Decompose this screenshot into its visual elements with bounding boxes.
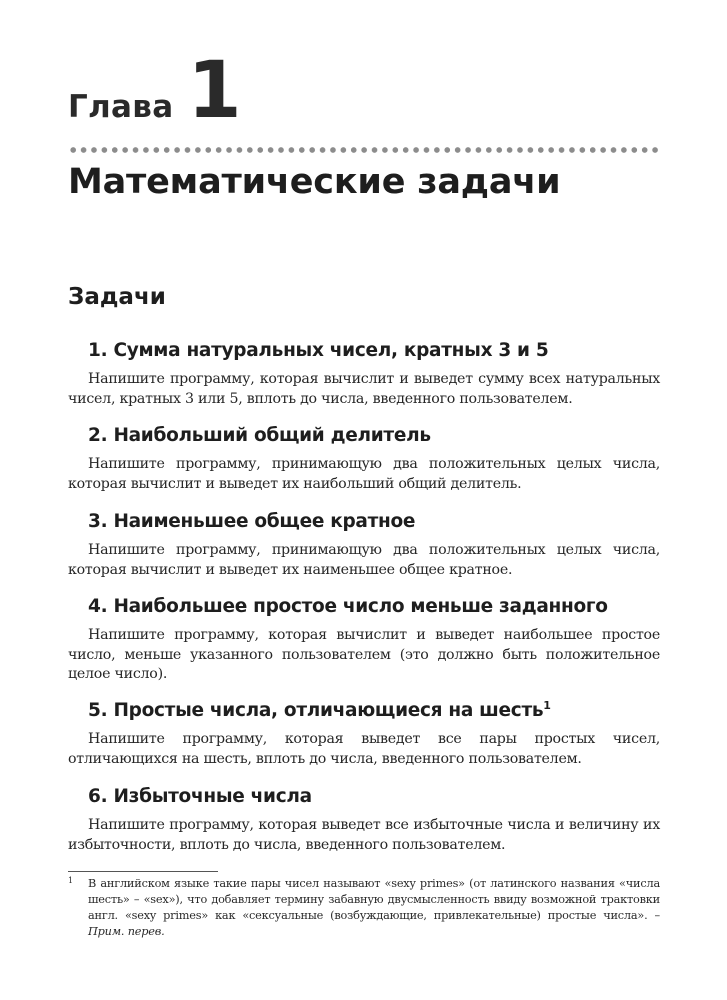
task-heading: 3. Наименьшее общее кратное [88, 511, 416, 532]
translator-note: Прим. перев. [88, 925, 165, 938]
task-4 [68, 596, 660, 685]
task-5 [68, 700, 660, 769]
section-title: Задачи [68, 284, 166, 310]
chapter-word: Глава [68, 89, 174, 125]
footnote [68, 876, 660, 940]
task-2 [68, 425, 660, 494]
task-1 [68, 340, 660, 409]
task-heading: 6. Избыточные числа [88, 786, 312, 807]
footnote-text-block [68, 876, 660, 940]
task-heading: 1. Сумма натуральных чисел, кратных 3 и 5 [88, 340, 549, 361]
task-text: Напишите программу, которая вычислит и выведет наибольшее простое число, меньше указанного пользователем (это должно быть положительное целое число). [68, 627, 660, 682]
task-6 [68, 786, 660, 855]
task-text: Напишите программу, принимающую два положительных целых числа, которая вычислит и выведет их наименьшее общее кратное. [68, 542, 660, 578]
task-text: Напишите программу, которая выведет все избыточные числа и величину их избыточности, вплоть до числа, введенного пользователем. [68, 817, 660, 853]
task-heading: 4. Наибольшее простое число меньше заданного [88, 596, 608, 617]
footnote-divider [68, 871, 218, 872]
footnote-text: В английском языке такие пары чисел называют «sexy primes» (от латинского названия «числа шесть» – «sex»), что добавляет термину забавную двусмысленность ввиду возможной трактовки англ. «sexy primes» как «сексуальные (возбуждающие, привлекательные) простые числа». – [88, 877, 660, 922]
chapter-label [68, 46, 242, 136]
chapter-number: 1 [187, 46, 242, 136]
task-heading-with-footnote [88, 700, 660, 721]
task-text: Напишите программу, которая вычислит и выведет сумму всех натуральных чисел, кратных 3 или 5, вплоть до числа, введенного пользователем. [68, 371, 660, 407]
chapter-title: Математические задачи [68, 162, 561, 202]
dotted-divider [68, 147, 660, 153]
task-text: Напишите программу, которая выведет все пары простых чисел, отличающихся на шесть, вплоть до числа, введенного пользователем. [68, 731, 660, 767]
task-3 [68, 511, 660, 580]
task-text: Напишите программу, принимающую два положительных целых числа, которая вычислит и выведет их наибольший общий делитель. [68, 456, 660, 492]
footnote-reference[interactable]: 1 [543, 698, 551, 712]
task-heading: 5. Простые числа, отличающиеся на шесть [88, 700, 544, 721]
task-heading: 2. Наибольший общий делитель [88, 425, 431, 446]
footnote-mark: 1 [68, 876, 73, 885]
